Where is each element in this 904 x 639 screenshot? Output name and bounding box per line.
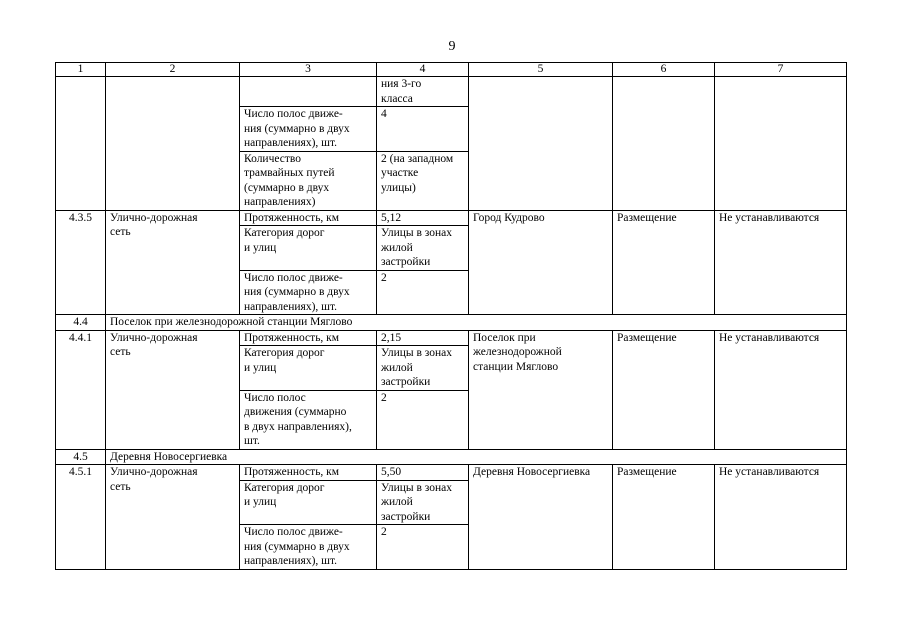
cell-param: Протяженность, км [240, 465, 377, 481]
cell-zones: Не устанавливаются [715, 210, 847, 315]
column-number: 2 [106, 63, 240, 77]
cell-param: Число полос движения (суммарно в двух направлениях), шт. [240, 390, 377, 449]
cell-num-empty [56, 77, 106, 211]
cell-value: 5,12 [377, 210, 469, 226]
cell-type-empty [613, 77, 715, 211]
column-number-row [56, 63, 847, 77]
section-number: 4.4 [56, 315, 106, 331]
cell-zones: Не устанавливаются [715, 465, 847, 570]
section-number: 4.5 [56, 449, 106, 465]
cell-type: Размещение [613, 465, 715, 570]
cell-location-empty [469, 77, 613, 211]
item-name: Улично-дорожная сеть [106, 330, 240, 449]
cell-value: 2 [377, 390, 469, 449]
column-number: 4 [377, 63, 469, 77]
cell-value: ния 3-го класса [377, 77, 469, 107]
section-title: Поселок при железнодорожной станции Мяглово [106, 315, 847, 331]
cell-zones-empty [715, 77, 847, 211]
cell-value: 4 [377, 107, 469, 152]
cell-name-empty [106, 77, 240, 211]
section-row [56, 449, 847, 465]
cell-param: Протяженность, км [240, 330, 377, 346]
item-number: 4.3.5 [56, 210, 106, 315]
item-name: Улично-дорожная сеть [106, 210, 240, 315]
cell-param: Число полос движе- ния (суммарно в двух направлениях), шт. [240, 270, 377, 315]
cell-location: Поселок при железнодорожной станции Мяглово [469, 330, 613, 449]
item-number: 4.4.1 [56, 330, 106, 449]
page-number: 9 [448, 39, 456, 54]
cell-type: Размещение [613, 330, 715, 449]
cell-value: 2 [377, 525, 469, 570]
cell-location: Город Кудрово [469, 210, 613, 315]
item-number: 4.5.1 [56, 465, 106, 570]
cell-param: Количество трамвайных путей (суммарно в двух направлениях) [240, 151, 377, 210]
column-number: 1 [56, 63, 106, 77]
cell-param: Протяженность, км [240, 210, 377, 226]
cell-zones: Не устанавливаются [715, 330, 847, 449]
cell-param-empty [240, 77, 377, 107]
cell-type: Размещение [613, 210, 715, 315]
section-title: Деревня Новосергиевка [106, 449, 847, 465]
item-name: Улично-дорожная сеть [106, 465, 240, 570]
table-row [56, 210, 847, 226]
document-table [55, 62, 847, 570]
cell-value: 2 [377, 270, 469, 315]
table-row [56, 465, 847, 481]
cell-value: 2,15 [377, 330, 469, 346]
table-row [56, 77, 847, 107]
section-row [56, 315, 847, 331]
cell-param: Число полос движе- ния (суммарно в двух направлениях), шт. [240, 525, 377, 570]
column-number: 5 [469, 63, 613, 77]
cell-location: Деревня Новосергиевка [469, 465, 613, 570]
column-number: 6 [613, 63, 715, 77]
column-number: 3 [240, 63, 377, 77]
cell-param: Категория дорог и улиц [240, 480, 377, 525]
cell-value: Улицы в зонах жилой застройки [377, 346, 469, 391]
cell-param: Число полос движе- ния (суммарно в двух направлениях), шт. [240, 107, 377, 152]
cell-param: Категория дорог и улиц [240, 226, 377, 271]
cell-value: Улицы в зонах жилой застройки [377, 226, 469, 271]
cell-value: Улицы в зонах жилой застройки [377, 480, 469, 525]
table-row [56, 330, 847, 346]
cell-value: 2 (на западном участке улицы) [377, 151, 469, 210]
cell-value: 5,50 [377, 465, 469, 481]
column-number: 7 [715, 63, 847, 77]
cell-param: Категория дорог и улиц [240, 346, 377, 391]
